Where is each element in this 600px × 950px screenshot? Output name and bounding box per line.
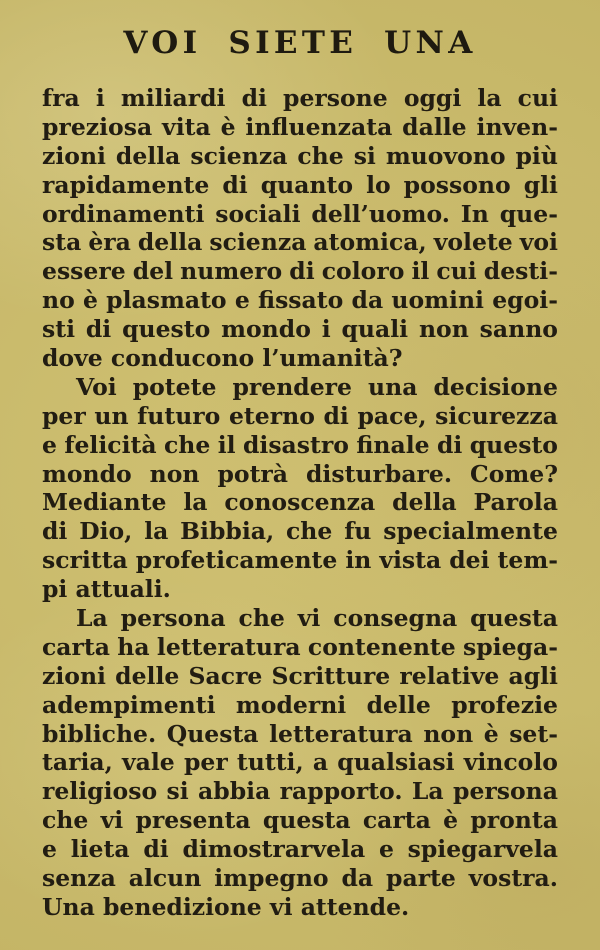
text-line: religioso si abbia rapporto. La persona [42,777,558,806]
text-line: sta èra della scienza atomica, volete voi [42,228,558,257]
text-line: zioni delle Sacre Scritture relative agli [42,661,558,690]
text-line: La persona che vi consegna questa [76,604,558,633]
text-line: rapidamente di quanto lo possono gli [42,170,558,199]
body-text [42,84,558,922]
text-line: mondo non potrà disturbare. Come? [42,459,558,488]
text-line: dove conducono l’umanità? [42,344,403,373]
text-line: zioni della scienza che si muovono più [42,141,558,170]
text-line: taria, vale per tutti, a qualsiasi vincolo [42,748,558,777]
text-line: e felicità che il disastro finale di questo [42,430,558,459]
text-line: essere del numero di coloro il cui desti- [42,257,558,286]
text-line: Voi potete prendere una decisione [76,372,558,401]
paragraph [42,84,558,373]
text-line: pi attuali. [42,575,171,604]
text-line: preziosa vita è influenzata dalle inven- [42,112,558,141]
text-line: adempimenti moderni delle profezie [42,690,558,719]
text-line: di Dio, la Bibbia, che fu specialmente [42,517,558,546]
text-line: per un futuro eterno di pace, sicurezza [42,401,558,430]
text-line: scritta profeticamente in vista dei tem- [42,546,558,575]
text-line: sti di questo mondo i quali non sanno [42,315,558,344]
text-line: Mediante la conoscenza della Parola [42,488,558,517]
paragraph [42,373,558,604]
text-line: no è plasmato e fissato da uomini egoi- [42,286,558,315]
text-line: che vi presenta questa carta è pronta [42,806,558,835]
text-line: senza alcun impegno da parte vostra. [42,864,558,893]
page-title: VOI SIETE UNA [123,25,477,61]
text-line: Una benedizione vi attende. [42,892,410,921]
text-line: ordinamenti sociali dell’uomo. In que- [42,199,558,228]
text-line: e lieta di dimostrarvela e spiegarvela [42,835,558,864]
paragraph [42,604,558,922]
text-line: carta ha letteratura contenente spiega- [42,632,558,661]
text-line: bibliche. Questa letteratura non è set- [42,719,558,748]
text-line: fra i miliardi di persone oggi la cui [42,84,558,112]
